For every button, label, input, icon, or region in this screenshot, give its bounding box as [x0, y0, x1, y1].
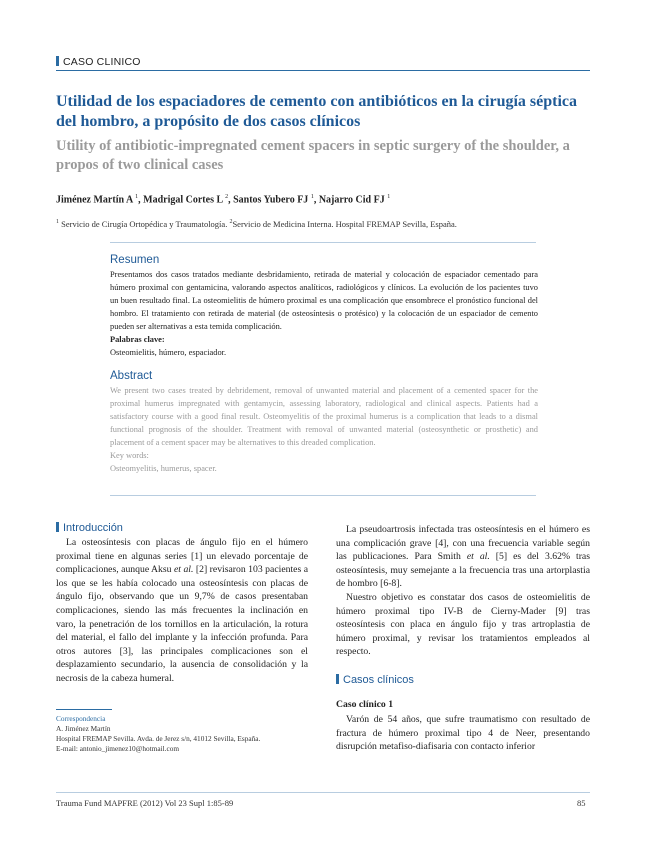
right-column [336, 523, 590, 659]
intro-heading [56, 522, 123, 534]
article-title-spanish: Utilidad de los espaciadores de cemento con antibióticos en la cirugía séptica del hombro, a propósito de dos casos clínicos [56, 93, 578, 130]
palabras-clave-label: Palabras clave: [110, 335, 165, 344]
section-label: CASO CLINICO [63, 56, 141, 68]
intro-marker [56, 522, 59, 532]
caso-1-heading: Caso clínico 1 [336, 699, 394, 710]
author-1: Jiménez Martín A [56, 194, 133, 206]
resumen-block [110, 268, 538, 359]
intro-p1-text-b: [2] revisaron 103 pacientes a los que se les había colocado una osteosíntesis con placas de ángulo fijo, observando que un 9,7% de casos presentaban complicaciones, siendo las más frecuentes la inclinación en varo, la penetración de los tornillos en la articulación, la rotura del material, el fallo del implante y la infección profunda. Para otros autores [3], las principales complicaciones son el desplazamiento secundario, la ausencia de consolidación y la necrosis de la cabeza humeral. [56, 564, 308, 684]
palabras-clave-text: Osteomielitis, húmero, espaciador. [110, 348, 227, 357]
affil-2-mark: 2 [229, 219, 233, 226]
author-4: Najarro Cid FJ [318, 194, 385, 206]
resumen-text: Presentamos dos casos tratados mediante desbridamiento, retirada de material y colocación de espaciador cementado para húmero proximal con gentamicina, valorando aspectos analíticos, radiológicos y clínicos. La evolución de los pacientes tuvo un buen resultado final. La osteomielitis de húmero proximal es una complicación que ensombrece el pronóstico funcional del hombro. El tratamiento con retirada de material (de osteosíntesis o protésico) y la colocación de un espaciador de cemento pueden ser alternativas a esta temida complicación. [110, 270, 538, 331]
footer-rule [56, 792, 590, 793]
intro-paragraph-3: Nuestro objetivo es constatar dos casos de osteomielitis de húmero proximal tipo IV-B de Cierny-Mader [9] tras osteosíntesis con placa en ángulo fijo y tras artroplastia de húmero proximal, y revisar los tratamientos empleados al respecto. [336, 591, 590, 658]
intro-paragraph-1 [56, 536, 308, 686]
casos-heading [336, 674, 414, 686]
author-3-affil: 1 [310, 194, 314, 200]
abstract-text: We present two cases treated by debridement, removal of unwanted material and placement of a cemented spacer for the proximal humerus impregnated with gentamycin, assessing laboratory, radiological and clinical aspects. Patients had a satisfactory course with a good final result. Osteomyelitis of the proximal humerus is a complication that leads to a dismal functional prognosis of the shoulder. Treatment with removal of unwanted material (osteosynthetic or prosthetic) and placement of a cement spacer may be alternatives to this dreaded complication. [110, 386, 538, 447]
author-2: Madrigal Cortes L [143, 194, 223, 206]
casos-marker [336, 674, 339, 684]
key-words-label: Key words: [110, 451, 149, 460]
affil-1-mark: 1 [56, 219, 59, 226]
intro-p1-etal: et al. [174, 564, 194, 576]
section-marker [56, 56, 59, 66]
abstract-heading: Abstract [110, 370, 153, 382]
caso-1-paragraph: Varón de 54 años, que sufre traumatismo con resultado de fractura de húmero proximal tipo 4 de Neer, presentando disrupción metafiso-diafisaria con contacto inferior [336, 714, 590, 753]
intro-column [56, 536, 308, 686]
journal-citation: Trauma Fund MAPFRE (2012) Vol 23 Supl 1:85-89 [56, 798, 234, 808]
abstract-block [110, 384, 538, 475]
author-1-affil: 1 [135, 194, 139, 200]
intro-p1-text-a: La osteosíntesis con placas de ángulo fijo en el húmero proximal tiene en algunas series [1] un elevado porcentaje de complicaciones, aunque Aksu [56, 537, 308, 576]
correspondence-rule [56, 709, 112, 710]
page-number: 85 [577, 798, 586, 808]
correspondence-name: A. Jiménez Martín [56, 724, 111, 733]
section-header [56, 56, 590, 71]
affil-1-text: Servicio de Cirugía Ortopédica y Traumatología. [61, 219, 228, 229]
abstract-bottom-rule [110, 495, 536, 496]
affil-2-text: Servicio de Medicina Interna. Hospital FREMAP Sevilla, España. [232, 219, 457, 229]
intro-p2-etal: et al. [466, 551, 490, 563]
caso-1-column [336, 713, 590, 754]
author-2-affil: 2 [225, 194, 229, 200]
resumen-heading: Resumen [110, 254, 160, 266]
intro-heading-text: Introducción [63, 522, 123, 534]
affiliations [56, 219, 596, 229]
casos-heading-text: Casos clínicos [343, 674, 414, 686]
correspondence-address: Hospital FREMAP Sevilla. Avda. de Jerez s/n, 41012 Sevilla, España. [56, 734, 261, 743]
intro-paragraph-2 [336, 523, 590, 591]
author-4-affil: 1 [387, 194, 391, 200]
correspondence-block [56, 714, 308, 754]
abstract-top-rule [110, 242, 536, 243]
correspondence-heading: Correspondencia [56, 714, 106, 723]
article-title-english: Utility of antibiotic-impregnated cement spacers in septic surgery of the shoulder, a propos of two clinical cases [56, 138, 570, 173]
author-3: Santos Yubero FJ [233, 194, 309, 206]
correspondence-email: E-mail: antonio_jimenez10@hotmail.com [56, 744, 180, 753]
key-words-text: Osteomyelitis, humerus, spacer. [110, 464, 217, 473]
intro-p2-text-b: [5] es del 3.62% tras osteosíntesis, muy semejante a la frecuencia tras una artorplastia de hombro [6-8]. [336, 551, 590, 590]
author-list: Jiménez Martín A $^1$, Madrigal Cortes L $^2$, Santos Yubero FJ $^1$, Najarro Cid FJ $^1$ [56, 194, 391, 206]
intro-p2-text-a: La pseudoartrosis infectada tras osteosíntesis en el húmero es una complicación grave [4], con una frecuencia variable según las publicaciones. Para Smith [336, 524, 590, 563]
